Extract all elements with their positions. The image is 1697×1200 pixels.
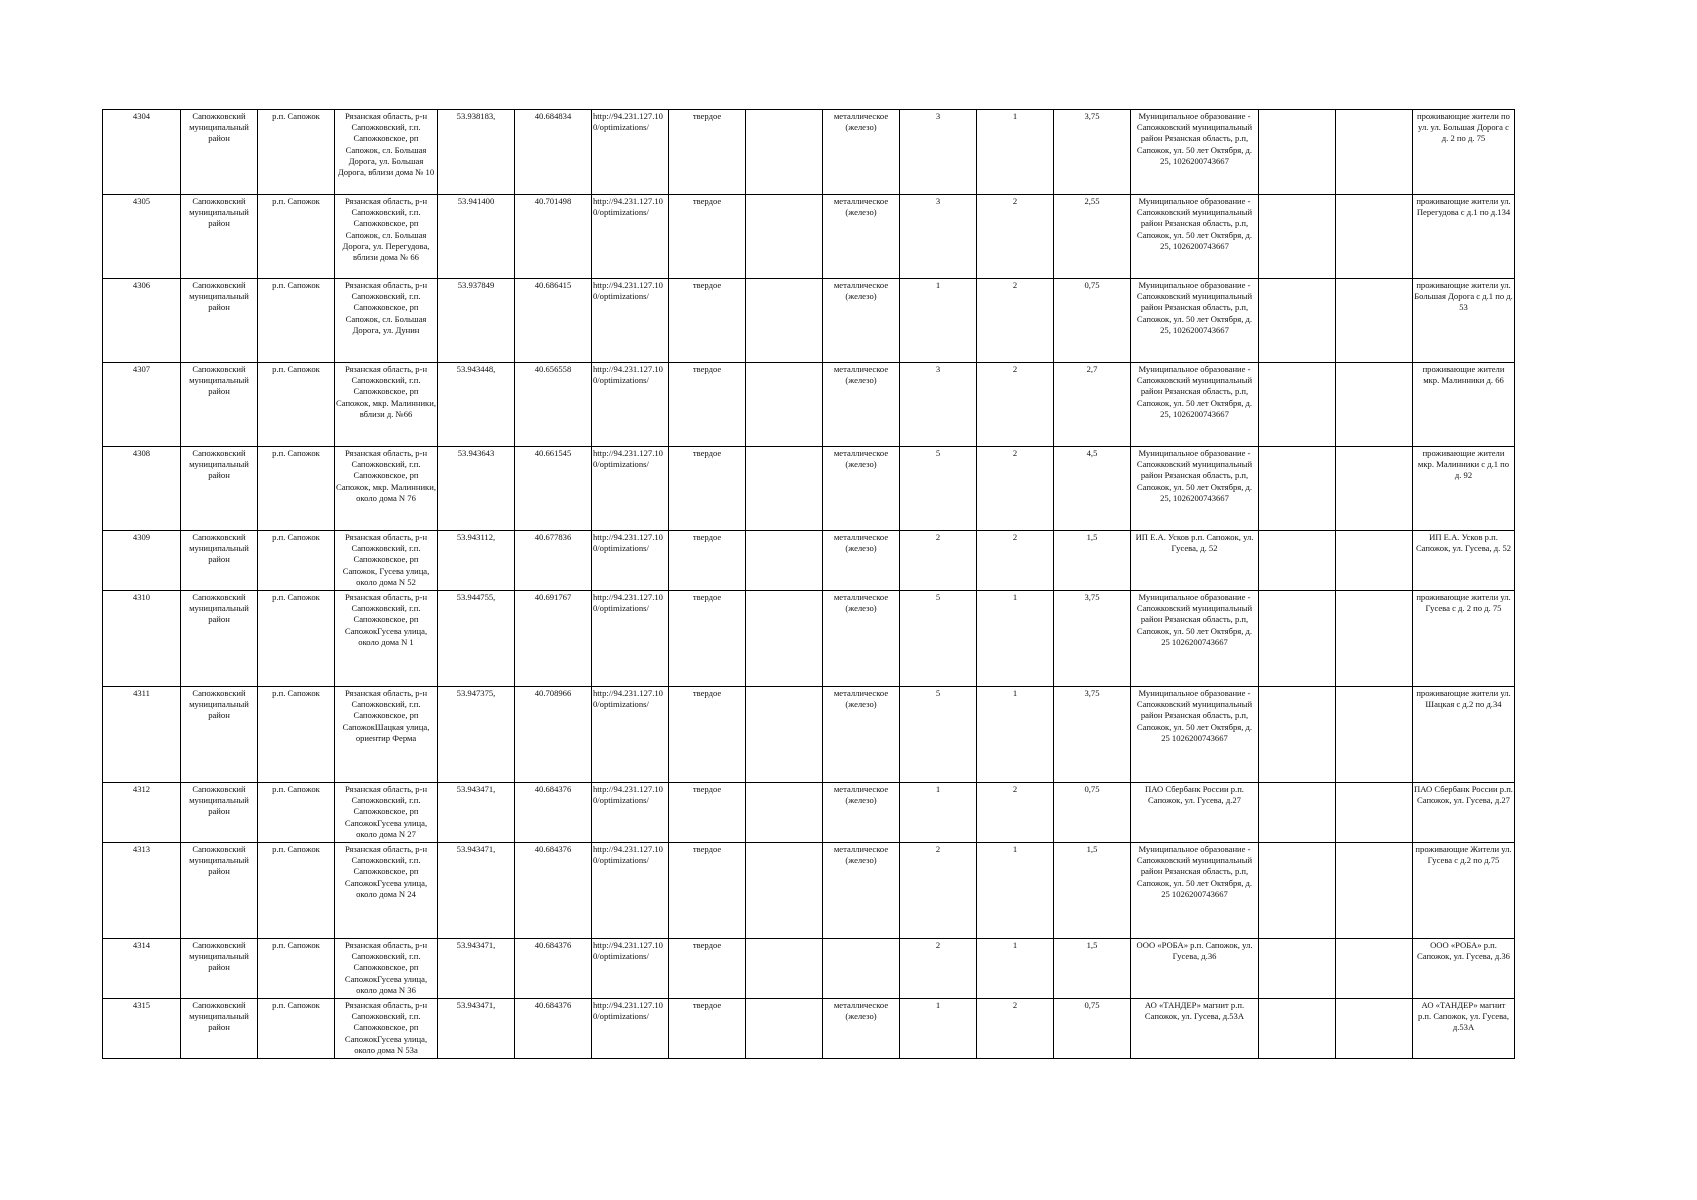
empty-cell xyxy=(1336,110,1413,195)
settlement-cell: р.п. Сапожок xyxy=(258,279,335,363)
empty-cell xyxy=(1259,531,1336,591)
container-volume-cell: 1 xyxy=(977,687,1054,783)
empty-cell xyxy=(1259,195,1336,279)
table-body xyxy=(103,110,1515,1059)
waste-source-cell: проживающие жители мкр. Малинники д. 66 xyxy=(1413,363,1515,447)
total-volume-cell: 4,5 xyxy=(1054,447,1131,531)
map-link-cell: http://94.231.127.100/optimizations/ xyxy=(592,591,669,687)
empty-cell xyxy=(1336,939,1413,999)
container-count-cell: 5 xyxy=(900,591,977,687)
surface-type-cell: твердое xyxy=(669,843,746,939)
waste-source-cell: проживающие жители по ул. ул. Большая Дорога с д. 2 по д. 75 xyxy=(1413,110,1515,195)
district-cell: Сапожковский муниципальный район xyxy=(181,999,258,1059)
address-cell: Рязанская область, р-н Сапожковский, г.п. Сапожковское, рп Сапожок, сл. Большая Дорога, ул. Дунин xyxy=(335,279,438,363)
latitude-cell: 53.943643 xyxy=(438,447,515,531)
total-volume-cell: 1,5 xyxy=(1054,939,1131,999)
longitude-cell: 40.701498 xyxy=(515,195,592,279)
empty-cell xyxy=(1259,687,1336,783)
total-volume-cell: 1,5 xyxy=(1054,531,1131,591)
table-row xyxy=(103,843,1515,939)
total-volume-cell: 3,75 xyxy=(1054,591,1131,687)
longitude-cell: 40.684376 xyxy=(515,843,592,939)
address-cell: Рязанская область, р-н Сапожковский, г.п. Сапожковское, рп СапожокГусева улица, около дома N 24 xyxy=(335,843,438,939)
empty-cell xyxy=(746,843,823,939)
empty-cell xyxy=(1259,591,1336,687)
latitude-cell: 53.941400 xyxy=(438,195,515,279)
address-cell: Рязанская область, р-н Сапожковский, г.п. Сапожковское, рп Сапожок, сл. Большая Дорога, ул. Большая Дорога, вблизи дома № 10 xyxy=(335,110,438,195)
longitude-cell: 40.684376 xyxy=(515,783,592,843)
district-cell: Сапожковский муниципальный район xyxy=(181,279,258,363)
container-material-cell xyxy=(823,939,900,999)
row-number: 4311 xyxy=(103,687,181,783)
settlement-cell: р.п. Сапожок xyxy=(258,843,335,939)
container-volume-cell: 2 xyxy=(977,363,1054,447)
empty-cell xyxy=(1259,999,1336,1059)
waste-source-cell: проживающие жители ул. Гусева с д. 2 по д. 75 xyxy=(1413,591,1515,687)
settlement-cell: р.п. Сапожок xyxy=(258,591,335,687)
address-cell: Рязанская область, р-н Сапожковский, г.п. Сапожковское, рп СапожокГусева улица, около дома N 53а xyxy=(335,999,438,1059)
waste-source-cell: проживающие жители мкр. Малинники с д.1 по д. 92 xyxy=(1413,447,1515,531)
district-cell: Сапожковский муниципальный район xyxy=(181,783,258,843)
settlement-cell: р.п. Сапожок xyxy=(258,939,335,999)
district-cell: Сапожковский муниципальный район xyxy=(181,843,258,939)
row-number: 4309 xyxy=(103,531,181,591)
empty-cell xyxy=(1336,279,1413,363)
surface-type-cell: твердое xyxy=(669,195,746,279)
table-row xyxy=(103,591,1515,687)
owner-cell: ИП Е.А. Усков р.п. Сапожок, ул. Гусева, д. 52 xyxy=(1131,531,1259,591)
map-link-cell: http://94.231.127.100/optimizations/ xyxy=(592,447,669,531)
container-volume-cell: 1 xyxy=(977,843,1054,939)
surface-type-cell: твердое xyxy=(669,687,746,783)
empty-cell xyxy=(746,195,823,279)
empty-cell xyxy=(746,363,823,447)
district-cell: Сапожковский муниципальный район xyxy=(181,531,258,591)
address-cell: Рязанская область, р-н Сапожковский, г.п. Сапожковское, рп СапожокШацкая улица, ориентир Ферма xyxy=(335,687,438,783)
container-material-cell: металлическое (железо) xyxy=(823,591,900,687)
waste-source-cell: проживающие жители ул. Большая Дорога с д.1 по д. 53 xyxy=(1413,279,1515,363)
latitude-cell: 53.943112, xyxy=(438,531,515,591)
surface-type-cell: твердое xyxy=(669,999,746,1059)
total-volume-cell: 2,7 xyxy=(1054,363,1131,447)
container-material-cell: металлическое (железо) xyxy=(823,531,900,591)
waste-source-cell: АО «ТАНДЕР» магнит р.п. Сапожок, ул. Гусева, д.53А xyxy=(1413,999,1515,1059)
table-row xyxy=(103,999,1515,1059)
container-count-cell: 3 xyxy=(900,195,977,279)
district-cell: Сапожковский муниципальный район xyxy=(181,447,258,531)
empty-cell xyxy=(1336,591,1413,687)
map-link-cell: http://94.231.127.100/optimizations/ xyxy=(592,363,669,447)
waste-source-cell: ООО «РОБА» р.п. Сапожок, ул. Гусева, д.36 xyxy=(1413,939,1515,999)
surface-type-cell: твердое xyxy=(669,363,746,447)
waste-source-cell: проживающие Жители ул. Гусева с д.2 по д.75 xyxy=(1413,843,1515,939)
owner-cell: Муниципальное образование - Сапожковский муниципальный район Рязанская область, р.п, Сапожок, ул. 50 лет Октября, д. 25, 1026200743667 xyxy=(1131,363,1259,447)
row-number: 4307 xyxy=(103,363,181,447)
container-volume-cell: 1 xyxy=(977,110,1054,195)
total-volume-cell: 0,75 xyxy=(1054,279,1131,363)
longitude-cell: 40.691767 xyxy=(515,591,592,687)
map-link-cell: http://94.231.127.100/optimizations/ xyxy=(592,999,669,1059)
owner-cell: Муниципальное образование - Сапожковский муниципальный район Рязанская область, р.п, Сапожок, ул. 50 лет Октября, д. 25 1026200743667 xyxy=(1131,591,1259,687)
district-cell: Сапожковский муниципальный район xyxy=(181,939,258,999)
longitude-cell: 40.686415 xyxy=(515,279,592,363)
empty-cell xyxy=(746,279,823,363)
empty-cell xyxy=(746,110,823,195)
container-count-cell: 1 xyxy=(900,279,977,363)
container-count-cell: 1 xyxy=(900,783,977,843)
empty-cell xyxy=(1259,939,1336,999)
empty-cell xyxy=(746,591,823,687)
district-cell: Сапожковский муниципальный район xyxy=(181,591,258,687)
address-cell: Рязанская область, р-н Сапожковский, г.п. Сапожковское, рп Сапожок, сл. Большая Дорога, ул. Перегудова, вблизи дома № 66 xyxy=(335,195,438,279)
owner-cell: Муниципальное образование - Сапожковский муниципальный район Рязанская область, р.п, Сапожок, ул. 50 лет Октября, д. 25, 1026200743667 xyxy=(1131,279,1259,363)
district-cell: Сапожковский муниципальный район xyxy=(181,363,258,447)
longitude-cell: 40.656558 xyxy=(515,363,592,447)
container-volume-cell: 2 xyxy=(977,783,1054,843)
owner-cell: АО «ТАНДЕР» магнит р.п. Сапожок, ул. Гусева, д.53А xyxy=(1131,999,1259,1059)
container-volume-cell: 2 xyxy=(977,531,1054,591)
address-cell: Рязанская область, р-н Сапожковский, г.п. Сапожковское, рп Сапожок, мкр. Малинники, вблизи д. №66 xyxy=(335,363,438,447)
empty-cell xyxy=(1259,447,1336,531)
container-count-cell: 5 xyxy=(900,447,977,531)
settlement-cell: р.п. Сапожок xyxy=(258,783,335,843)
latitude-cell: 53.938183, xyxy=(438,110,515,195)
container-count-cell: 3 xyxy=(900,110,977,195)
owner-cell: Муниципальное образование - Сапожковский муниципальный район Рязанская область, р.п, Сапожок, ул. 50 лет Октября, д. 25, 1026200743667 xyxy=(1131,110,1259,195)
latitude-cell: 53.937849 xyxy=(438,279,515,363)
row-number: 4312 xyxy=(103,783,181,843)
settlement-cell: р.п. Сапожок xyxy=(258,195,335,279)
empty-cell xyxy=(746,447,823,531)
address-cell: Рязанская область, р-н Сапожковский, г.п. Сапожковское, рп СапожокГусева улица, около дома N 36 xyxy=(335,939,438,999)
surface-type-cell: твердое xyxy=(669,279,746,363)
empty-cell xyxy=(1259,843,1336,939)
owner-cell: Муниципальное образование - Сапожковский муниципальный район Рязанская область, р.п, Сапожок, ул. 50 лет Октября, д. 25 1026200743667 xyxy=(1131,687,1259,783)
container-material-cell: металлическое (железо) xyxy=(823,363,900,447)
address-cell: Рязанская область, р-н Сапожковский, г.п. Сапожковское, рп Сапожок, Гусева улица, около дома N 52 xyxy=(335,531,438,591)
container-material-cell: металлическое (железо) xyxy=(823,447,900,531)
surface-type-cell: твердое xyxy=(669,110,746,195)
table-row xyxy=(103,447,1515,531)
table-row xyxy=(103,279,1515,363)
empty-cell xyxy=(746,531,823,591)
container-count-cell: 3 xyxy=(900,363,977,447)
owner-cell: Муниципальное образование - Сапожковский муниципальный район Рязанская область, р.п, Сапожок, ул. 50 лет Октября, д. 25, 1026200743667 xyxy=(1131,195,1259,279)
longitude-cell: 40.677836 xyxy=(515,531,592,591)
owner-cell: ПАО Сбербанк России р.п. Сапожок, ул. Гусева, д.27 xyxy=(1131,783,1259,843)
empty-cell xyxy=(746,687,823,783)
map-link-cell: http://94.231.127.100/optimizations/ xyxy=(592,687,669,783)
container-volume-cell: 1 xyxy=(977,939,1054,999)
total-volume-cell: 3,75 xyxy=(1054,687,1131,783)
table-row xyxy=(103,939,1515,999)
map-link-cell: http://94.231.127.100/optimizations/ xyxy=(592,843,669,939)
empty-cell xyxy=(1336,999,1413,1059)
container-count-cell: 2 xyxy=(900,843,977,939)
total-volume-cell: 0,75 xyxy=(1054,783,1131,843)
empty-cell xyxy=(746,783,823,843)
map-link-cell: http://94.231.127.100/optimizations/ xyxy=(592,939,669,999)
empty-cell xyxy=(1336,531,1413,591)
table-row xyxy=(103,783,1515,843)
owner-cell: Муниципальное образование - Сапожковский муниципальный район Рязанская область, р.п, Сапожок, ул. 50 лет Октября, д. 25, 1026200743667 xyxy=(1131,447,1259,531)
container-volume-cell: 2 xyxy=(977,999,1054,1059)
empty-cell xyxy=(746,999,823,1059)
container-material-cell: металлическое (железо) xyxy=(823,687,900,783)
map-link-cell: http://94.231.127.100/optimizations/ xyxy=(592,195,669,279)
empty-cell xyxy=(746,939,823,999)
map-link-cell: http://94.231.127.100/optimizations/ xyxy=(592,279,669,363)
table-row xyxy=(103,363,1515,447)
row-number: 4308 xyxy=(103,447,181,531)
total-volume-cell: 3,75 xyxy=(1054,110,1131,195)
container-count-cell: 2 xyxy=(900,531,977,591)
total-volume-cell: 1,5 xyxy=(1054,843,1131,939)
empty-cell xyxy=(1336,447,1413,531)
table-row xyxy=(103,110,1515,195)
surface-type-cell: твердое xyxy=(669,783,746,843)
empty-cell xyxy=(1336,687,1413,783)
settlement-cell: р.п. Сапожок xyxy=(258,363,335,447)
row-number: 4314 xyxy=(103,939,181,999)
district-cell: Сапожковский муниципальный район xyxy=(181,687,258,783)
container-sites-table xyxy=(102,109,1515,1059)
row-number: 4313 xyxy=(103,843,181,939)
map-link-cell: http://94.231.127.100/optimizations/ xyxy=(592,110,669,195)
empty-cell xyxy=(1336,195,1413,279)
longitude-cell: 40.661545 xyxy=(515,447,592,531)
waste-source-cell: проживающие жители ул. Перегудова с д.1 по д.134 xyxy=(1413,195,1515,279)
address-cell: Рязанская область, р-н Сапожковский, г.п. Сапожковское, рп СапожокГусева улица, около дома N 1 xyxy=(335,591,438,687)
table-row xyxy=(103,687,1515,783)
table-row xyxy=(103,195,1515,279)
longitude-cell: 40.684376 xyxy=(515,939,592,999)
settlement-cell: р.п. Сапожок xyxy=(258,531,335,591)
map-link-cell: http://94.231.127.100/optimizations/ xyxy=(592,531,669,591)
latitude-cell: 53.944755, xyxy=(438,591,515,687)
waste-source-cell: ИП Е.А. Усков р.п. Сапожок, ул. Гусева, д. 52 xyxy=(1413,531,1515,591)
container-material-cell: металлическое (железо) xyxy=(823,279,900,363)
address-cell: Рязанская область, р-н Сапожковский, г.п. Сапожковское, рп Сапожок, мкр. Малинники, около дома N 76 xyxy=(335,447,438,531)
row-number: 4305 xyxy=(103,195,181,279)
owner-cell: ООО «РОБА» р.п. Сапожок, ул. Гусева, д.36 xyxy=(1131,939,1259,999)
container-volume-cell: 2 xyxy=(977,447,1054,531)
latitude-cell: 53.943471, xyxy=(438,939,515,999)
container-count-cell: 5 xyxy=(900,687,977,783)
latitude-cell: 53.943471, xyxy=(438,999,515,1059)
settlement-cell: р.п. Сапожок xyxy=(258,110,335,195)
empty-cell xyxy=(1259,783,1336,843)
settlement-cell: р.п. Сапожок xyxy=(258,999,335,1059)
longitude-cell: 40.684834 xyxy=(515,110,592,195)
owner-cell: Муниципальное образование - Сапожковский муниципальный район Рязанская область, р.п, Сапожок, ул. 50 лет Октября, д. 25 1026200743667 xyxy=(1131,843,1259,939)
empty-cell xyxy=(1259,363,1336,447)
row-number: 4315 xyxy=(103,999,181,1059)
row-number: 4306 xyxy=(103,279,181,363)
waste-source-cell: проживающие жители ул. Шацкая с д.2 по д.34 xyxy=(1413,687,1515,783)
container-count-cell: 2 xyxy=(900,939,977,999)
surface-type-cell: твердое xyxy=(669,531,746,591)
settlement-cell: р.п. Сапожок xyxy=(258,447,335,531)
latitude-cell: 53.947375, xyxy=(438,687,515,783)
district-cell: Сапожковский муниципальный район xyxy=(181,195,258,279)
waste-source-cell: ПАО Сбербанк России р.п. Сапожок, ул. Гусева, д.27 xyxy=(1413,783,1515,843)
longitude-cell: 40.684376 xyxy=(515,999,592,1059)
container-material-cell: металлическое (железо) xyxy=(823,110,900,195)
empty-cell xyxy=(1259,279,1336,363)
map-link-cell: http://94.231.127.100/optimizations/ xyxy=(592,783,669,843)
container-volume-cell: 2 xyxy=(977,279,1054,363)
total-volume-cell: 2,55 xyxy=(1054,195,1131,279)
latitude-cell: 53.943471, xyxy=(438,783,515,843)
settlement-cell: р.п. Сапожок xyxy=(258,687,335,783)
row-number: 4310 xyxy=(103,591,181,687)
empty-cell xyxy=(1336,843,1413,939)
row-number: 4304 xyxy=(103,110,181,195)
surface-type-cell: твердое xyxy=(669,447,746,531)
empty-cell xyxy=(1336,783,1413,843)
empty-cell xyxy=(1259,110,1336,195)
container-material-cell: металлическое (железо) xyxy=(823,999,900,1059)
table-row xyxy=(103,531,1515,591)
container-material-cell: металлическое (железо) xyxy=(823,783,900,843)
total-volume-cell: 0,75 xyxy=(1054,999,1131,1059)
address-cell: Рязанская область, р-н Сапожковский, г.п. Сапожковское, рп СапожокГусева улица, около дома N 27 xyxy=(335,783,438,843)
latitude-cell: 53.943448, xyxy=(438,363,515,447)
district-cell: Сапожковский муниципальный район xyxy=(181,110,258,195)
surface-type-cell: твердое xyxy=(669,591,746,687)
latitude-cell: 53.943471, xyxy=(438,843,515,939)
container-material-cell: металлическое (железо) xyxy=(823,843,900,939)
empty-cell xyxy=(1336,363,1413,447)
container-volume-cell: 1 xyxy=(977,591,1054,687)
surface-type-cell: твердое xyxy=(669,939,746,999)
container-count-cell: 1 xyxy=(900,999,977,1059)
longitude-cell: 40.708966 xyxy=(515,687,592,783)
container-volume-cell: 2 xyxy=(977,195,1054,279)
container-material-cell: металлическое (железо) xyxy=(823,195,900,279)
